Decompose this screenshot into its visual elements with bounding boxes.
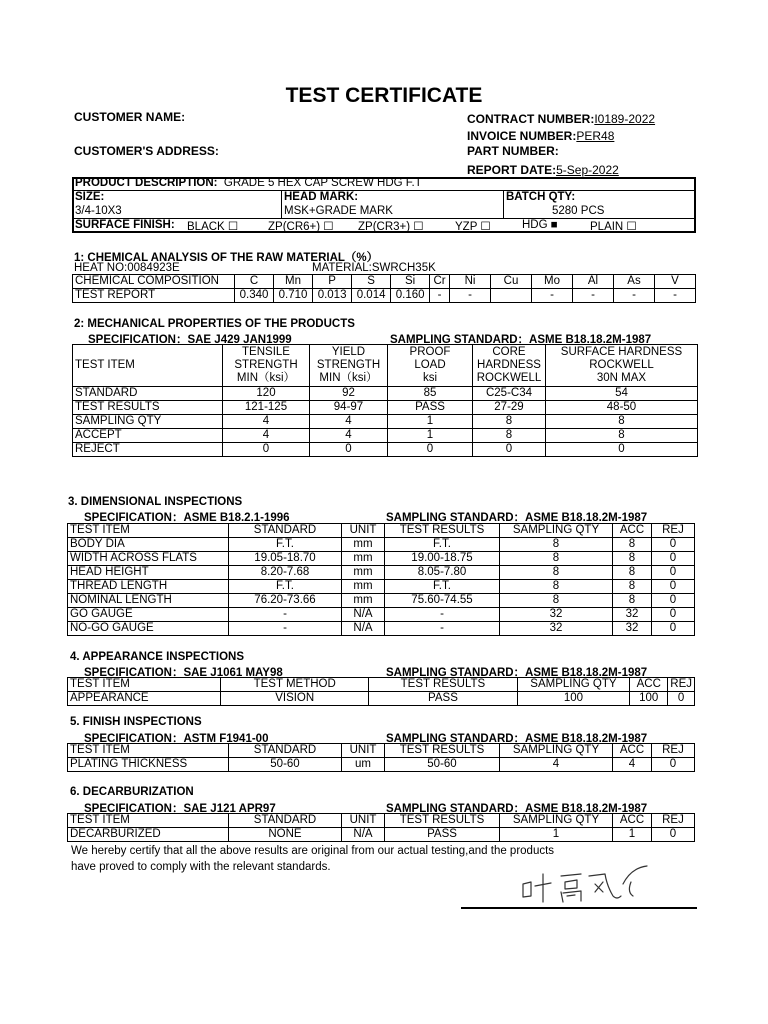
table-cell: REJ	[652, 524, 695, 538]
product-description	[75, 177, 422, 189]
certification-statement-line-2: have proved to comply with the relevant standards.	[71, 861, 331, 873]
table-cell: TEST ITEM	[68, 744, 229, 758]
table-row	[68, 608, 695, 622]
customer-name-label: CUSTOMER NAME:	[74, 110, 186, 124]
table-row	[68, 538, 695, 552]
table-cell: 4	[223, 429, 310, 443]
size-label: SIZE:	[75, 191, 105, 203]
table-cell: PASS	[369, 692, 517, 706]
finish-heading: 5. FINISH INSPECTIONS	[70, 716, 202, 728]
table-cell: STANDARD	[73, 387, 223, 401]
table-row	[68, 566, 695, 580]
table-cell: F.T.	[229, 580, 342, 594]
certification-statement-line-1: We hereby certify that all the above results are original from our actual testing,and the products	[71, 845, 555, 857]
mechanical-spec: SPECIFICATION：SAE J429 JAN1999	[88, 334, 292, 346]
table-cell-line: LOAD	[414, 359, 446, 371]
table-cell: 0	[546, 443, 698, 457]
table-cell: 50-60	[229, 758, 342, 772]
mechanical-heading: 2: MECHANICAL PROPERTIES OF THE PRODUCTS	[74, 318, 355, 330]
table-cell: 8	[546, 429, 698, 443]
table-cell: REJ	[652, 814, 695, 828]
table-cell: ACC	[630, 678, 668, 692]
table-cell: 0	[223, 443, 310, 457]
appearance-sampling: SAMPLING STANDARD：ASME B18.18.2M-1987	[386, 667, 648, 679]
table-cell: -	[573, 289, 614, 303]
surface-finish-label: SURFACE FINISH:	[75, 219, 175, 231]
table-cell: STANDARD	[229, 524, 342, 538]
table-cell: 8.20-7.68	[229, 566, 342, 580]
finish-spec: SPECIFICATION：ASTM F1941-00	[84, 733, 269, 745]
table-cell: TEST RESULTS	[385, 744, 500, 758]
table-cell: 4	[613, 758, 652, 772]
table-cell: 0	[652, 538, 695, 552]
table-row	[73, 429, 698, 443]
table-cell: 4	[500, 758, 613, 772]
table-cell: 48-50	[546, 401, 698, 415]
table-cell: 0	[473, 443, 546, 457]
table-cell: SAMPLING QTY	[500, 744, 613, 758]
table-cell: -	[614, 289, 655, 303]
table-cell: 1	[388, 415, 473, 429]
material: MATERIAL:SWRCH35K	[312, 262, 436, 274]
table-row	[73, 401, 698, 415]
table-cell: S	[352, 275, 391, 289]
table-row	[73, 275, 696, 289]
table-cell: 4	[310, 415, 388, 429]
table-cell: 8	[500, 566, 613, 580]
contract-value: I0189-2022	[594, 112, 656, 126]
decarb-sampling: SAMPLING STANDARD：ASME B18.18.2M-1987	[386, 803, 648, 815]
table-cell: 8	[500, 594, 613, 608]
table-cell: TEST ITEM	[73, 345, 223, 387]
table-cell: REJ	[668, 678, 695, 692]
table-cell: PLATING THICKNESS	[68, 758, 229, 772]
table-row	[68, 580, 695, 594]
finish-zp-cr3: ZP(CR3+) ☐	[358, 221, 424, 233]
table-cell: 0	[652, 580, 695, 594]
table-cell: ACCEPT	[73, 429, 223, 443]
table-cell: 1	[613, 828, 652, 842]
invoice-number	[467, 127, 614, 145]
table-cell: 0	[652, 622, 695, 636]
dimensional-spec: SPECIFICATION：ASME B18.2.1-1996	[84, 512, 290, 524]
table-cell: 8	[473, 429, 546, 443]
table-cell: P	[313, 275, 352, 289]
table-cell: TEST RESULTS	[73, 401, 223, 415]
table-cell: 8	[500, 580, 613, 594]
dimensional-heading: 3. DIMENSIONAL INSPECTIONS	[68, 496, 243, 508]
table-cell: C	[235, 275, 274, 289]
table-cell: SAMPLING QTY	[73, 415, 223, 429]
batch-qty-label: BATCH QTY:	[506, 191, 576, 203]
table-cell: mm	[342, 580, 385, 594]
table-cell: 100	[630, 692, 668, 706]
decarb-heading: 6. DECARBURIZATION	[70, 786, 194, 798]
table-cell: 32	[500, 608, 613, 622]
table-cell-line: ROCKWELL	[589, 359, 654, 371]
table-cell: Si	[391, 275, 430, 289]
contract-label: CONTRACT NUMBER:	[467, 112, 595, 126]
table-cell: 0	[652, 758, 695, 772]
report-date-value: 5-Sep-2022	[556, 163, 619, 177]
signature	[505, 862, 655, 906]
table-cell: SAMPLING QTY	[500, 814, 613, 828]
appearance-heading: 4. APPEARANCE INSPECTIONS	[70, 651, 245, 663]
table-cell	[473, 345, 546, 387]
table-cell: TEST RESULTS	[385, 524, 500, 538]
head-mark-value: MSK+GRADE MARK	[284, 205, 393, 217]
table-row	[68, 524, 695, 538]
table-row	[68, 758, 695, 772]
table-cell: 32	[613, 622, 652, 636]
table-cell: ACC	[613, 744, 652, 758]
table-cell: NONE	[229, 828, 342, 842]
table-row	[68, 552, 695, 566]
table-cell: 8	[613, 594, 652, 608]
table-cell: ACC	[613, 524, 652, 538]
table-cell: TEST RESULTS	[369, 678, 517, 692]
table-cell: N/A	[342, 608, 385, 622]
table-cell: 0.160	[391, 289, 430, 303]
table-cell: 0	[652, 608, 695, 622]
table-cell-line: STRENGTH	[316, 359, 381, 371]
table-cell: 32	[613, 608, 652, 622]
table-cell: VISION	[221, 692, 369, 706]
table-cell: TEST REPORT	[73, 289, 235, 303]
finish-zp-cr6: ZP(CR6+) ☐	[268, 221, 334, 233]
table-cell: -	[655, 289, 696, 303]
table-cell: 19.05-18.70	[229, 552, 342, 566]
table-cell: SAMPLING QTY	[517, 678, 630, 692]
finish-black: BLACK ☐	[187, 221, 239, 233]
table-cell: TEST RESULTS	[385, 814, 500, 828]
table-cell: -	[385, 622, 500, 636]
table-cell: Cr	[430, 275, 450, 289]
chemical-heading: 1: CHEMICAL ANALYSIS OF THE RAW MATERIAL（%）	[74, 252, 379, 264]
table-cell: -	[450, 289, 491, 303]
table-cell: F.T.	[229, 538, 342, 552]
table-cell: Mn	[274, 275, 313, 289]
table-cell-line: SURFACE HARDNESS	[560, 346, 683, 358]
heat-number: HEAT NO:0084923E	[74, 262, 180, 274]
table-cell: 8	[613, 538, 652, 552]
table-row	[73, 387, 698, 401]
table-cell: BODY DIA	[68, 538, 229, 552]
table-cell: ACC	[613, 814, 652, 828]
table-cell: TEST METHOD	[221, 678, 369, 692]
table-cell: HEAD HEIGHT	[68, 566, 229, 580]
table-cell: 19.00-18.75	[385, 552, 500, 566]
table-cell: V	[655, 275, 696, 289]
size-value: 3/4-10X3	[75, 205, 122, 217]
table-cell: 0	[652, 552, 695, 566]
table-cell: 0.014	[352, 289, 391, 303]
table-cell: 94-97	[310, 401, 388, 415]
table-cell: 8	[613, 552, 652, 566]
table-cell: 8	[613, 566, 652, 580]
table-cell: -	[229, 622, 342, 636]
table-cell: 54	[546, 387, 698, 401]
table-cell: 8	[613, 580, 652, 594]
table-cell-line: STRENGTH	[234, 359, 298, 371]
mechanical-sampling: SAMPLING STANDARD：ASME B18.18.2M-1987	[390, 334, 652, 346]
table-cell	[491, 289, 532, 303]
table-row	[68, 744, 695, 758]
table-cell: 0	[388, 443, 473, 457]
decarb-table	[67, 813, 695, 842]
table-cell: CHEMICAL COMPOSITION	[73, 275, 235, 289]
table-cell: UNIT	[342, 814, 385, 828]
table-cell: PASS	[388, 401, 473, 415]
table-cell-line: MIN（ksi）	[319, 372, 378, 384]
table-cell: 0	[668, 692, 695, 706]
table-cell-line: HARDNESS	[477, 359, 541, 371]
table-cell: 0	[652, 828, 695, 842]
table-row	[68, 828, 695, 842]
table-cell: UNIT	[342, 744, 385, 758]
table-cell: 92	[310, 387, 388, 401]
table-cell: TEST ITEM	[68, 814, 229, 828]
table-cell: Cu	[491, 275, 532, 289]
table-row	[68, 814, 695, 828]
table-cell: 120	[223, 387, 310, 401]
dimensional-sampling: SAMPLING STANDARD：ASME B18.18.2M-1987	[386, 512, 648, 524]
table-cell: -	[430, 289, 450, 303]
appearance-table	[67, 677, 695, 706]
table-cell: 1	[500, 828, 613, 842]
table-cell-line: TENSILE	[242, 346, 290, 358]
table-cell	[310, 345, 388, 387]
report-date-label: REPORT DATE:	[467, 163, 557, 177]
table-cell: Ni	[450, 275, 491, 289]
table-cell: 0.013	[313, 289, 352, 303]
table-cell: REJ	[652, 744, 695, 758]
table-row	[68, 594, 695, 608]
table-cell: -	[385, 608, 500, 622]
table-cell: 27-29	[473, 401, 546, 415]
appearance-spec: SPECIFICATION：SAE J1061 MAY98	[84, 667, 283, 679]
table-cell: mm	[342, 566, 385, 580]
table-cell: um	[342, 758, 385, 772]
table-cell: Al	[573, 275, 614, 289]
finish-plain: PLAIN ☐	[590, 221, 637, 233]
table-cell: NO-GO GAUGE	[68, 622, 229, 636]
chemical-table	[72, 274, 696, 303]
table-cell: -	[532, 289, 573, 303]
decarb-spec: SPECIFICATION：SAE J121 APR97	[84, 803, 276, 815]
table-cell: 85	[388, 387, 473, 401]
table-cell: As	[614, 275, 655, 289]
table-cell-line: MIN（ksi）	[236, 372, 296, 384]
batch-qty-value: 5280 PCS	[552, 205, 605, 217]
page-title: TEST CERTIFICATE	[285, 84, 483, 107]
table-row	[68, 678, 695, 692]
product-desc-label: PRODUCT DESCRIPTION:	[75, 177, 218, 189]
finish-yzp: YZP ☐	[455, 221, 491, 233]
contract-number	[467, 110, 655, 128]
table-cell: 8	[546, 415, 698, 429]
table-row	[68, 692, 695, 706]
table-cell: mm	[342, 538, 385, 552]
table-cell: NOMINAL LENGTH	[68, 594, 229, 608]
table-cell: C25-C34	[473, 387, 546, 401]
product-divider-1	[72, 190, 696, 191]
finish-hdg: HDG ■	[522, 219, 558, 231]
table-cell: WIDTH ACROSS FLATS	[68, 552, 229, 566]
table-cell: PASS	[385, 828, 500, 842]
table-cell: mm	[342, 552, 385, 566]
table-cell-line: 30N MAX	[596, 372, 647, 384]
finish-table	[67, 743, 695, 772]
table-cell: 32	[500, 622, 613, 636]
table-cell: 4	[310, 429, 388, 443]
table-cell: N/A	[342, 828, 385, 842]
table-cell: TEST ITEM	[68, 678, 221, 692]
table-cell-line: ksi	[422, 372, 438, 384]
table-cell: F.T.	[385, 538, 500, 552]
table-cell	[388, 345, 473, 387]
product-desc-value: GRADE 5 HEX CAP SCREW HDG F.T	[223, 177, 422, 189]
table-cell	[223, 345, 310, 387]
table-cell: N/A	[342, 622, 385, 636]
signature-line	[461, 907, 697, 909]
table-cell: 121-125	[223, 401, 310, 415]
dimensional-table	[67, 523, 695, 636]
table-cell: UNIT	[342, 524, 385, 538]
table-row	[73, 443, 698, 457]
table-row	[73, 289, 696, 303]
table-cell-line: PROOF	[409, 346, 451, 358]
invoice-label: INVOICE NUMBER:	[467, 129, 577, 143]
table-cell-line: ROCKWELL	[476, 372, 542, 384]
table-cell: 0	[652, 566, 695, 580]
table-cell: 0	[310, 443, 388, 457]
table-row	[68, 622, 695, 636]
table-cell: REJECT	[73, 443, 223, 457]
part-number-label: PART NUMBER:	[467, 144, 559, 158]
table-cell: 8	[473, 415, 546, 429]
head-mark-label: HEAD MARK:	[284, 191, 359, 203]
table-cell: APPEARANCE	[68, 692, 221, 706]
table-cell: Mo	[532, 275, 573, 289]
table-cell: 8.05-7.80	[385, 566, 500, 580]
table-cell: 0.340	[235, 289, 274, 303]
table-cell: 4	[223, 415, 310, 429]
table-cell: GO GAUGE	[68, 608, 229, 622]
finish-sampling: SAMPLING STANDARD：ASME B18.18.2M-1987	[386, 733, 648, 745]
table-cell-line: CORE	[492, 346, 526, 358]
mechanical-table	[72, 344, 698, 457]
invoice-value: PER48	[576, 129, 615, 143]
table-cell: -	[229, 608, 342, 622]
table-cell: 8	[500, 552, 613, 566]
table-cell: mm	[342, 594, 385, 608]
table-cell: F.T.	[385, 580, 500, 594]
table-cell: 76.20-73.66	[229, 594, 342, 608]
table-cell: 8	[500, 538, 613, 552]
table-cell: TEST ITEM	[68, 524, 229, 538]
table-cell: STANDARD	[229, 814, 342, 828]
table-cell: 1	[388, 429, 473, 443]
table-cell: 100	[517, 692, 630, 706]
table-cell-line: YIELD	[331, 346, 366, 358]
table-cell: THREAD LENGTH	[68, 580, 229, 594]
table-cell: 0	[652, 594, 695, 608]
product-vline-1	[281, 190, 282, 218]
table-cell: 0.710	[274, 289, 313, 303]
table-cell: 50-60	[385, 758, 500, 772]
table-cell	[546, 345, 698, 387]
product-vline-2	[503, 190, 504, 218]
table-cell: 75.60-74.55	[385, 594, 500, 608]
table-cell: DECARBURIZED	[68, 828, 229, 842]
table-cell: STANDARD	[229, 744, 342, 758]
table-cell: SAMPLING QTY	[500, 524, 613, 538]
customer-address-label: CUSTOMER'S ADDRESS:	[74, 144, 219, 158]
table-row	[73, 415, 698, 429]
table-row	[73, 345, 698, 387]
